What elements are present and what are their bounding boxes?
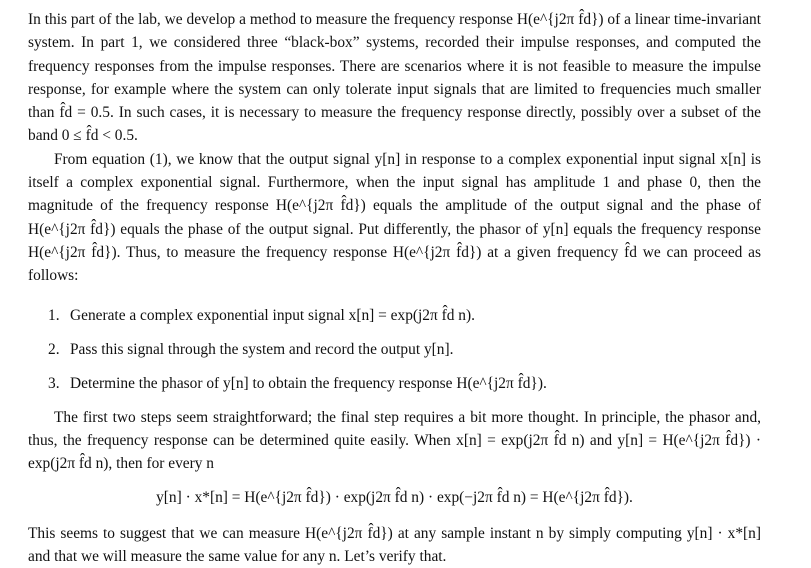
step-1: 1. Generate a complex exponential input signal x[n] = exp(j2π f̂d n).	[48, 306, 475, 324]
step-3: 3. Determine the phasor of y[n] to obtain the frequency response H(e^{j2π f̂d}).	[48, 374, 547, 392]
step-2-text: Pass this signal through the system and record the output y[n].	[70, 340, 454, 358]
procedure-steps	[28, 304, 761, 395]
intro-paragraph: In this part of the lab, we develop a method to measure the frequency response H(e^{j2π f̂d}) of a linear time-invariant system. In part 1, we considered three “black-box” systems, recorded their impulse responses, and computed the frequency responses from the impulse responses. There are scenarios where it is not feasible to measure the impulse response, for example where the system can only tolerate input signals that are limited to frequencies much smaller than f̂d = 0.5. In such cases, it is necessary to measure the frequency response directly, possibly over a subset of the band 0 ≤ f̂d < 0.5.	[28, 11, 761, 145]
step-3-text: Determine the phasor of y[n] to obtain the frequency response H(e^{j2π f̂d}).	[70, 374, 547, 392]
display-equation: y[n] · x*[n] = H(e^{j2π f̂d}) · exp(j2π f̂d n) · exp(−j2π f̂d n) = H(e^{j2π f̂d}).	[156, 489, 633, 507]
step-2: 2. Pass this signal through the system and record the output y[n].	[48, 340, 454, 358]
method-paragraph: From equation (1), we know that the output signal y[n] in response to a complex exponential input signal x[n] is itself a complex exponential signal. Furthermore, when the input signal has amplitude 1 and phase 0, then the magnitude of the frequency response H(e^{j2π f̂d}) equals the amplitude of the output signal and the phase of H(e^{j2π f̂d}) equals the phase of the output signal. Put differently, the phasor of y[n] equals the frequency response H(e^{j2π f̂d}). Thus, to measure the frequency response H(e^{j2π f̂d}) at a given frequency f̂d we can proceed as follows:	[28, 150, 761, 285]
step-1-text: Generate a complex exponential input signal x[n] = exp(j2π f̂d n).	[70, 306, 475, 324]
conclusion-paragraph: This seems to suggest that we can measure H(e^{j2π f̂d}) at any sample instant n by simply computing y[n] · x*[n] and that we will measure the same value for any n. Let’s verify that.	[28, 524, 761, 566]
discussion-paragraph: The first two steps seem straightforward; the final step requires a bit more thought. In principle, the phasor and, thus, the frequency response can be determined quite easily. When x[n] = exp(j2π f̂d n) and y[n] = H(e^{j2π f̂d}) · exp(j2π f̂d n), then for every n	[28, 408, 761, 473]
